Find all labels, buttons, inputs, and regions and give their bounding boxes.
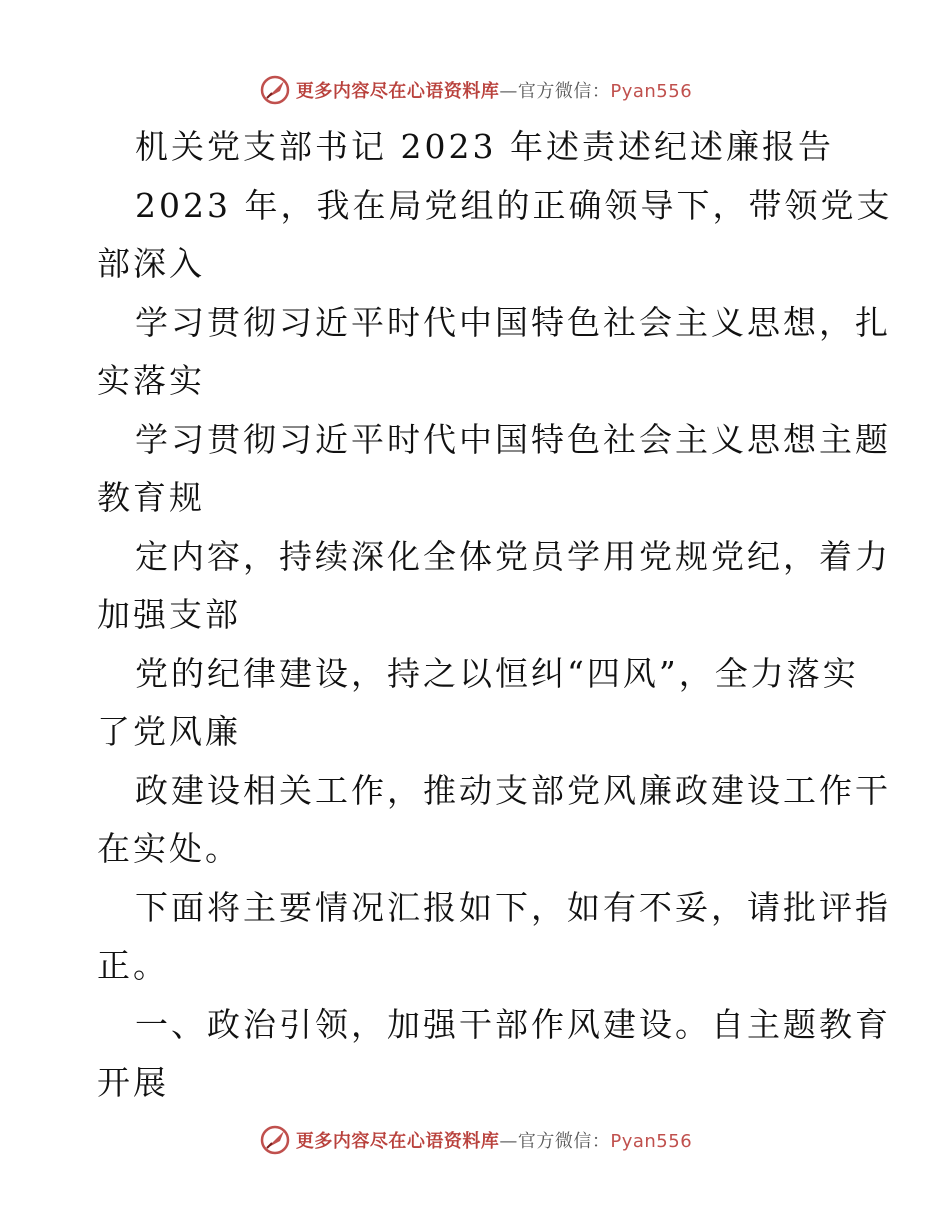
text-line: 加强支部 — [97, 595, 241, 634]
text-line: 学习贯彻习近平时代中国特色社会主义思想，扎 — [135, 302, 891, 342]
header-wechat-id: Pyan556 — [610, 81, 693, 102]
document-body — [97, 118, 893, 1113]
text-line: 一、政治引领，加强干部作风建设。自主题教育 — [135, 1004, 891, 1044]
header-dash: — — [499, 81, 518, 102]
header-wechat-label: 官方微信： — [517, 81, 611, 102]
quill-logo-icon — [258, 1123, 292, 1157]
header-brand: 更多内容尽在心语资料库 — [295, 81, 500, 102]
footer-dash: — — [499, 1131, 518, 1152]
text-line: 了党风廉 — [97, 712, 241, 751]
text-line: 部深入 — [97, 244, 205, 283]
quill-logo-icon — [258, 73, 292, 107]
text-line: 学习贯彻习近平时代中国特色社会主义思想主题 — [135, 419, 891, 459]
text-line: 在实处。 — [97, 829, 241, 868]
header-banner — [0, 70, 950, 110]
footer-wechat-id: Pyan556 — [610, 1131, 693, 1152]
header-text — [296, 77, 692, 103]
footer-wechat-label: 官方微信： — [517, 1131, 611, 1152]
text-line: 机关党支部书记 2023 年述责述纪述廉报告 — [135, 127, 834, 166]
text-line: 开展 — [97, 1063, 169, 1102]
footer-banner — [0, 1120, 950, 1160]
text-line: 实落实 — [97, 361, 205, 400]
text-line: 教育规 — [97, 478, 205, 517]
text-line: 党的纪律建设，持之以恒纠“四风”，全力落实 — [135, 653, 859, 693]
text-line: 2023 年，我在局党组的正确领导下，带领党支 — [135, 185, 893, 225]
footer-text — [296, 1127, 692, 1153]
text-line: 政建设相关工作，推动支部党风廉政建设工作干 — [135, 770, 891, 810]
text-line: 正。 — [97, 946, 169, 985]
footer-brand: 更多内容尽在心语资料库 — [295, 1131, 500, 1152]
text-line: 定内容，持续深化全体党员学用党规党纪，着力 — [135, 536, 891, 576]
text-line: 下面将主要情况汇报如下，如有不妥，请批评指 — [135, 887, 891, 927]
